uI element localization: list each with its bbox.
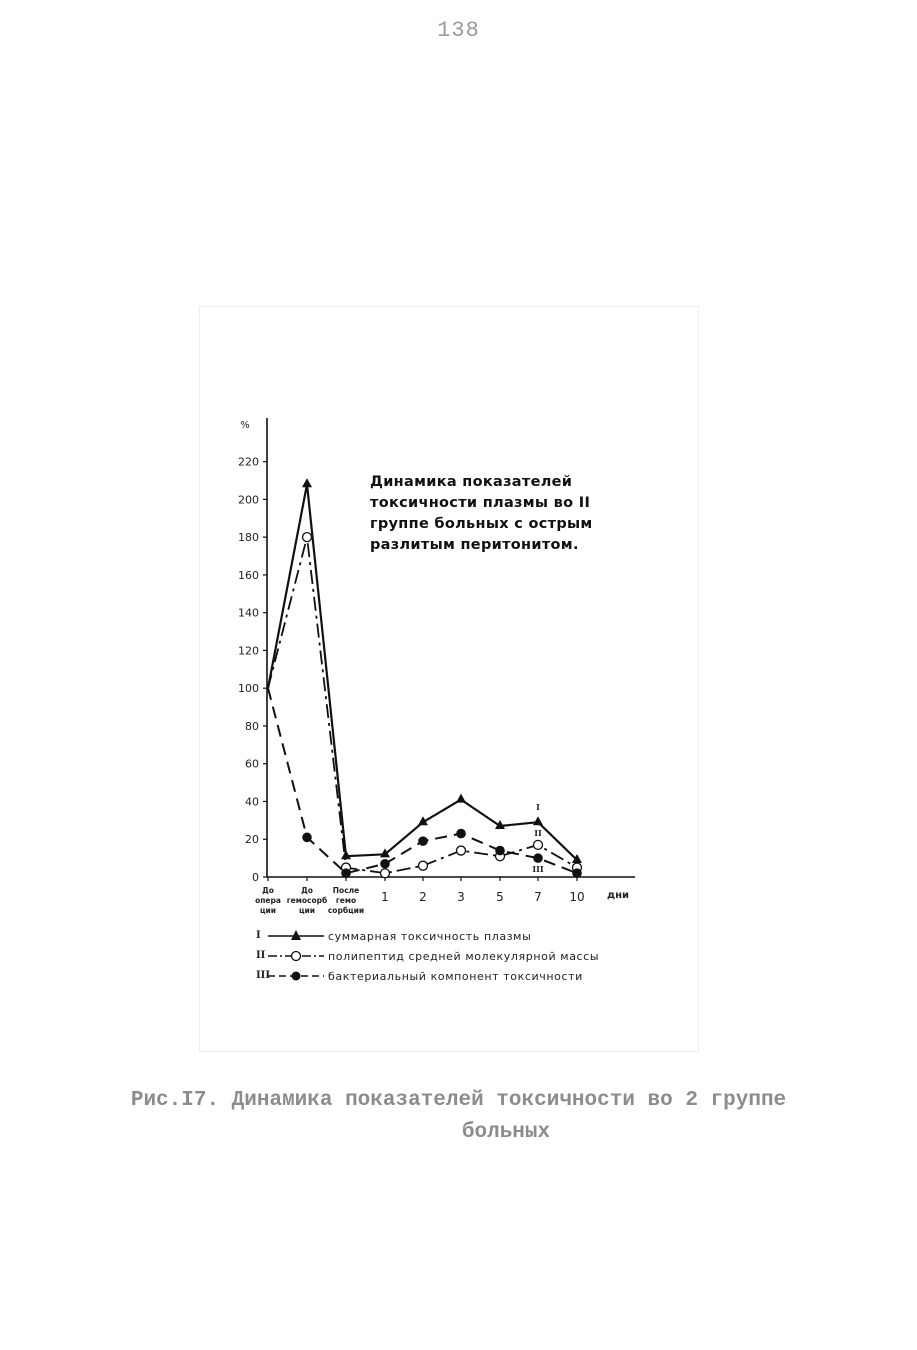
legend-series-id: I bbox=[256, 930, 261, 941]
series-2-point bbox=[419, 861, 428, 870]
figure-caption-line-2: больных bbox=[461, 1121, 551, 1144]
x-tick-label: ции bbox=[298, 906, 316, 915]
y-tick-label: 100 bbox=[238, 682, 259, 696]
chart-title bbox=[370, 472, 620, 556]
y-tick-label: 220 bbox=[238, 455, 259, 469]
legend-series-label: бактериальный компонент токсичности bbox=[328, 970, 583, 983]
figure-caption-line-1: Рис.I7. Динамика показателей токсичности во 2 группе bbox=[130, 1089, 787, 1112]
y-tick-label: 140 bbox=[238, 606, 259, 620]
series-2-point bbox=[457, 846, 466, 855]
chart-title-line: разлитым перитонитом. bbox=[370, 537, 579, 553]
series-annotation: III bbox=[532, 864, 544, 875]
x-tick-label: 2 bbox=[419, 890, 427, 904]
series-3-point bbox=[533, 853, 543, 863]
series-3-point bbox=[341, 868, 351, 878]
figure-caption bbox=[0, 1085, 917, 1149]
x-tick-label: ции bbox=[259, 906, 277, 915]
x-tick-label: 1 bbox=[381, 890, 389, 904]
legend-series-id: II bbox=[256, 950, 266, 961]
y-tick-label: 60 bbox=[245, 757, 259, 771]
series-1-point bbox=[302, 478, 312, 487]
series-3-point bbox=[572, 868, 582, 878]
x-tick-label: сорбции bbox=[327, 906, 365, 915]
x-tick-label: 5 bbox=[496, 890, 504, 904]
series-2-point bbox=[534, 840, 543, 849]
series-3-point bbox=[302, 833, 312, 843]
series-2-point bbox=[381, 869, 390, 878]
chart-title-line: Динамика показателей bbox=[370, 474, 573, 490]
x-tick-label: гемо bbox=[335, 896, 357, 905]
y-tick-label: 120 bbox=[238, 644, 259, 658]
y-tick-label: 40 bbox=[245, 795, 259, 809]
series-1-point bbox=[533, 816, 543, 825]
series-3-point bbox=[456, 829, 466, 839]
series-3-point bbox=[380, 859, 390, 869]
legend-series-label: суммарная токсичность плазмы bbox=[328, 930, 532, 943]
chart-title-line: группе больных с острым bbox=[370, 516, 593, 532]
y-tick-label: 180 bbox=[238, 531, 259, 545]
x-axis-label: дни bbox=[607, 890, 629, 901]
series-annotation: II bbox=[534, 827, 542, 838]
y-tick-label: 160 bbox=[238, 568, 259, 582]
x-tick-label: До bbox=[301, 886, 313, 895]
series-3-point bbox=[495, 846, 505, 856]
legend-line-dashed-filled-circle-icon bbox=[266, 968, 326, 984]
x-tick-label: 7 bbox=[534, 890, 542, 904]
legend-line-dashdot-open-circle-icon bbox=[266, 948, 326, 964]
series-1-point bbox=[456, 794, 466, 803]
y-tick-label: 80 bbox=[245, 719, 259, 733]
series-2-point bbox=[303, 533, 312, 542]
y-tick-label: 20 bbox=[245, 833, 259, 847]
x-tick-label: гемосорб bbox=[286, 896, 328, 905]
x-tick-label: До bbox=[262, 886, 274, 895]
y-axis-label: % bbox=[240, 420, 250, 431]
y-tick-label: 0 bbox=[252, 871, 259, 884]
legend-series-label: полипептид средней молекулярной массы bbox=[328, 950, 600, 963]
series-annotation: I bbox=[536, 802, 540, 813]
x-tick-label: 10 bbox=[569, 890, 585, 904]
x-tick-label: После bbox=[332, 886, 360, 895]
series-1-point bbox=[341, 850, 351, 859]
series-3-point bbox=[418, 836, 428, 846]
legend-series-id: III bbox=[256, 970, 271, 981]
chart-title-line: токсичности плазмы во II bbox=[370, 495, 591, 511]
legend-line-solid-triangle-icon bbox=[266, 928, 326, 944]
x-tick-label: опера bbox=[255, 896, 281, 905]
x-tick-label: 3 bbox=[457, 890, 465, 904]
page-number: 138 bbox=[437, 18, 480, 43]
series-1-point bbox=[380, 848, 390, 857]
y-tick-label: 200 bbox=[238, 493, 259, 507]
